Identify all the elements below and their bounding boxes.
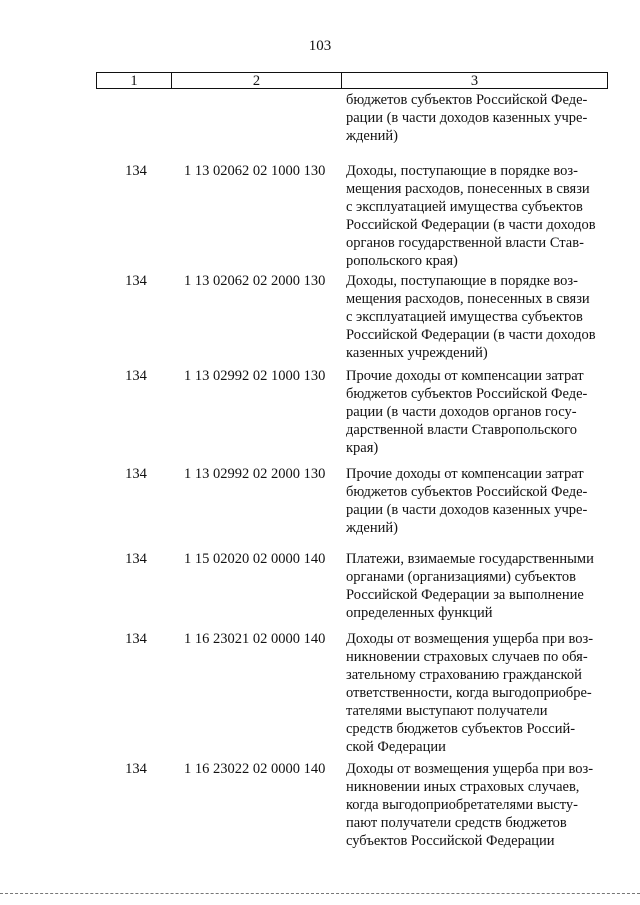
revenue-code: 1 13 02992 02 1000 130 bbox=[184, 368, 326, 384]
revenue-description bbox=[346, 367, 608, 457]
description-line: казенных учреждений) bbox=[346, 345, 488, 361]
description-line: ропольского края) bbox=[346, 253, 458, 269]
description-line: органами (организациями) субъектов bbox=[346, 569, 576, 585]
revenue-description bbox=[346, 162, 608, 270]
description-line: Российской Федерации за выполнение bbox=[346, 587, 584, 603]
description-line: края) bbox=[346, 440, 379, 456]
description-line: бюджетов субъектов Российской Феде- bbox=[346, 386, 588, 402]
admin-code: 134 bbox=[125, 466, 147, 482]
description-line: субъектов Российской Федерации bbox=[346, 833, 555, 849]
description-line: Доходы от возмещения ущерба при воз- bbox=[346, 631, 594, 647]
description-line: с эксплуатацией имущества субъектов bbox=[346, 309, 583, 325]
revenue-description bbox=[346, 760, 608, 850]
description-line: Прочие доходы от компенсации затрат bbox=[346, 368, 584, 384]
description-line: рации (в части доходов казенных учре- bbox=[346, 502, 588, 518]
description-line: Платежи, взимаемые государственными bbox=[346, 551, 594, 567]
description-line: дарственной власти Ставропольского bbox=[346, 422, 577, 438]
revenue-description bbox=[346, 550, 608, 622]
revenue-code: 1 13 02992 02 2000 130 bbox=[184, 466, 326, 482]
admin-code: 134 bbox=[125, 761, 147, 777]
description-line: средств бюджетов субъектов Россий- bbox=[346, 721, 576, 737]
description-line: рации (в части доходов казенных учре- bbox=[346, 110, 588, 126]
header-col-2: 2 bbox=[172, 73, 342, 88]
description-line: Прочие доходы от компенсации затрат bbox=[346, 466, 584, 482]
description-line: с эксплуатацией имущества субъектов bbox=[346, 199, 583, 215]
description-line: когда выгодоприобретателями высту- bbox=[346, 797, 578, 813]
admin-code: 134 bbox=[125, 368, 147, 384]
description-line: ждений) bbox=[346, 128, 398, 144]
description-line: органов государственной власти Став- bbox=[346, 235, 584, 251]
revenue-description bbox=[346, 630, 608, 756]
revenue-code: 1 13 02062 02 2000 130 bbox=[184, 273, 326, 289]
description-line: Доходы от возмещения ущерба при воз- bbox=[346, 761, 594, 777]
footer-divider bbox=[0, 893, 640, 894]
description-line: ждений) bbox=[346, 520, 398, 536]
admin-code: 134 bbox=[125, 273, 147, 289]
description-line: никновении иных страховых случаев, bbox=[346, 779, 580, 795]
description-line: ответственности, когда выгодоприобре- bbox=[346, 685, 592, 701]
description-line: мещения расходов, понесенных в связи bbox=[346, 181, 590, 197]
description-line: ской Федерации bbox=[346, 739, 446, 755]
table-header bbox=[96, 72, 608, 89]
description-line: тателями выступают получатели bbox=[346, 703, 548, 719]
description-line: рации (в части доходов органов госу- bbox=[346, 404, 577, 420]
page-number: 103 bbox=[308, 38, 332, 54]
revenue-description bbox=[346, 465, 608, 537]
description-line: зательному страхованию гражданской bbox=[346, 667, 582, 683]
description-line: никновении страховых случаев по обя- bbox=[346, 649, 588, 665]
header-col-3: 3 bbox=[470, 73, 479, 89]
header-col-1: 1 bbox=[97, 73, 172, 88]
revenue-code: 1 13 02062 02 1000 130 bbox=[184, 163, 326, 179]
description-line: Российской Федерации (в части доходов bbox=[346, 327, 596, 343]
admin-code: 134 bbox=[125, 631, 147, 647]
description-line: Российской Федерации (в части доходов bbox=[346, 217, 596, 233]
admin-code: 134 bbox=[125, 551, 147, 567]
description-line: бюджетов субъектов Российской Феде- bbox=[346, 484, 588, 500]
description-line: Доходы, поступающие в порядке воз- bbox=[346, 163, 578, 179]
revenue-code: 1 16 23022 02 0000 140 bbox=[184, 761, 326, 777]
description-line: определенных функций bbox=[346, 605, 493, 621]
continuation-description bbox=[346, 91, 608, 145]
revenue-description bbox=[346, 272, 608, 362]
description-line: Доходы, поступающие в порядке воз- bbox=[346, 273, 578, 289]
revenue-code: 1 15 02020 02 0000 140 bbox=[184, 551, 326, 567]
description-line: бюджетов субъектов Российской Феде- bbox=[346, 92, 588, 108]
description-line: пают получатели средств бюджетов bbox=[346, 815, 567, 831]
revenue-code: 1 16 23021 02 0000 140 bbox=[184, 631, 326, 647]
description-line: мещения расходов, понесенных в связи bbox=[346, 291, 590, 307]
admin-code: 134 bbox=[125, 163, 147, 179]
